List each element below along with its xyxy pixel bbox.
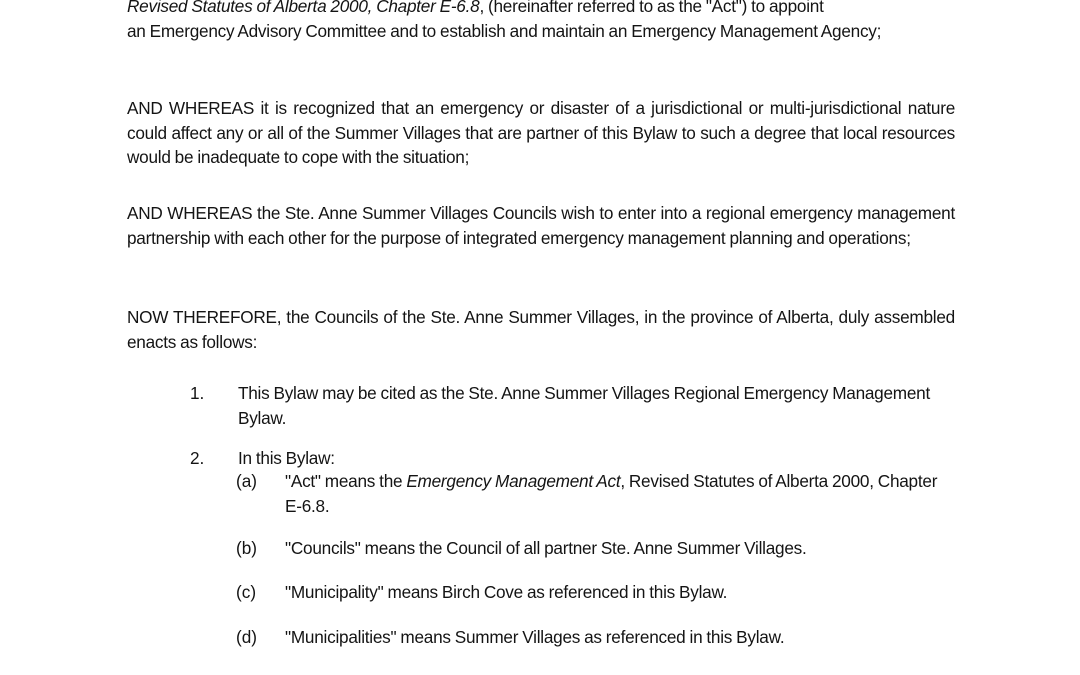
intro-line1-rest: , (hereinafter referred to as the "Act") to appoint: [479, 0, 824, 16]
definition-label-d: (d): [236, 627, 258, 647]
item-number-2: 2.: [190, 448, 205, 468]
definition-a-italic: Emergency Management Act: [406, 471, 621, 491]
definition-text-d: "Municipalities" means Summer Villages as referenced in this Bylaw.: [285, 627, 785, 647]
intro-paragraph: [127, 0, 955, 43]
definition-text-b: "Councils" means the Council of all partner Ste. Anne Summer Villages.: [285, 538, 807, 558]
now-therefore-paragraph: NOW THEREFORE, the Councils of the Ste. Anne Summer Villages, in the province of Alberta, duly assembled enacts as follows:: [127, 307, 955, 352]
definition-a-suffix: , Revised Statutes of Alberta 2000, Chapter E-6.8.: [285, 471, 938, 516]
whereas-paragraph-2: AND WHEREAS the Ste. Anne Summer Villages Councils wish to enter into a regional emergency management partnership with each other for the purpose of integrated emergency management planning and operations;: [127, 203, 955, 248]
intro-rest: an Emergency Advisory Committee and to establish and maintain an Emergency Management Agency;: [127, 20, 882, 41]
definition-a-prefix: "Act" means the: [285, 471, 407, 491]
item-number-1: 1.: [190, 383, 205, 403]
definition-text-a: [285, 469, 945, 518]
item-text-2: In this Bylaw:: [238, 448, 335, 468]
whereas-paragraph-1: AND WHEREAS it is recognized that an emergency or disaster of a jurisdictional or multi-jurisdictional nature could affect any or all of the Summer Villages that are partner of this Bylaw to such a degree that local resources would be inadequate to cope with the situation;: [127, 98, 955, 167]
definition-label-c: (c): [236, 582, 257, 602]
item-text-1: This Bylaw may be cited as the Ste. Anne Summer Villages Regional Emergency Management Bylaw.: [238, 383, 931, 428]
definition-text-c: "Municipality" means Birch Cove as referenced in this Bylaw.: [285, 582, 728, 602]
definition-label-a: (a): [236, 471, 258, 491]
definition-label-b: (b): [236, 538, 258, 558]
act-citation: Revised Statutes of Alberta 2000, Chapter E-6.8: [127, 0, 480, 16]
